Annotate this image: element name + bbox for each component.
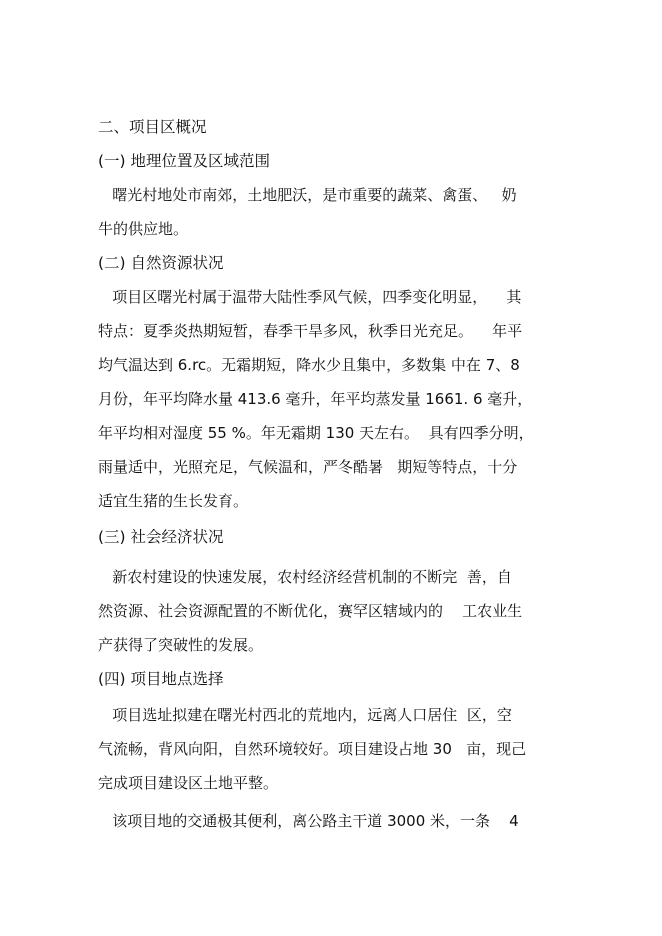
section-heading-economy: (三) 社会经济状况 bbox=[98, 528, 224, 546]
paragraph-line: 月份，年平均降水量 413.6 毫升，年平均蒸发量 1661. 6 毫升， bbox=[98, 390, 533, 408]
paragraph-line: 项目区曙光村属于温带大陆性季风气候，四季变化明显， 其 bbox=[98, 288, 522, 306]
section-heading-natural-resources: (二) 自然资源状况 bbox=[98, 254, 224, 272]
paragraph-line: 该项目地的交通极其便利，离公路主干道 3000 米，一条 4 bbox=[98, 812, 519, 830]
paragraph-line: 新农村建设的快速发展，农村经济经营机制的不断完 善，自 bbox=[98, 568, 512, 586]
paragraph-line: 曙光村地处市南郊，土地肥沃，是市重要的蔬菜、禽蛋、 奶 bbox=[98, 186, 517, 204]
paragraph-line: 完成项目建设区土地平整。 bbox=[98, 774, 279, 792]
paragraph-line: 项目选址拟建在曙光村西北的荒地内，远离人口居住 区，空 bbox=[98, 706, 512, 724]
paragraph-line: 年平均相对湿度 55 %。年无霜期 130 天左右。 具有四季分明， bbox=[98, 424, 534, 442]
paragraph-line: 适宜生猪的生长发育。 bbox=[98, 492, 249, 510]
paragraph-line: 雨量适中，光照充足，气候温和，严冬酷暑 期短等特点，十分 bbox=[98, 458, 518, 476]
section-heading-site-selection: (四) 项目地点选择 bbox=[98, 670, 224, 688]
paragraph-line: 特点：夏季炎热期短暂，春季干旱多风，秋季日光充足。 年平 bbox=[98, 322, 523, 340]
section-title: 二、项目区概况 bbox=[98, 118, 207, 136]
paragraph-line: 均气温达到 6.rc。无霜期短，降水少且集中，多数集 中在 7、8 bbox=[98, 356, 520, 374]
section-heading-location: (一) 地理位置及区域范围 bbox=[98, 152, 271, 170]
paragraph-line: 然资源、社会资源配置的不断优化，赛罕区辖域内的 工农业生 bbox=[98, 602, 523, 620]
paragraph-line: 牛的供应地。 bbox=[98, 220, 189, 238]
paragraph-line: 气流畅，背风向阳，自然环境较好。项目建设占地 30 亩，现己 bbox=[98, 740, 527, 758]
paragraph-line: 产获得了突破性的发展。 bbox=[98, 636, 264, 654]
